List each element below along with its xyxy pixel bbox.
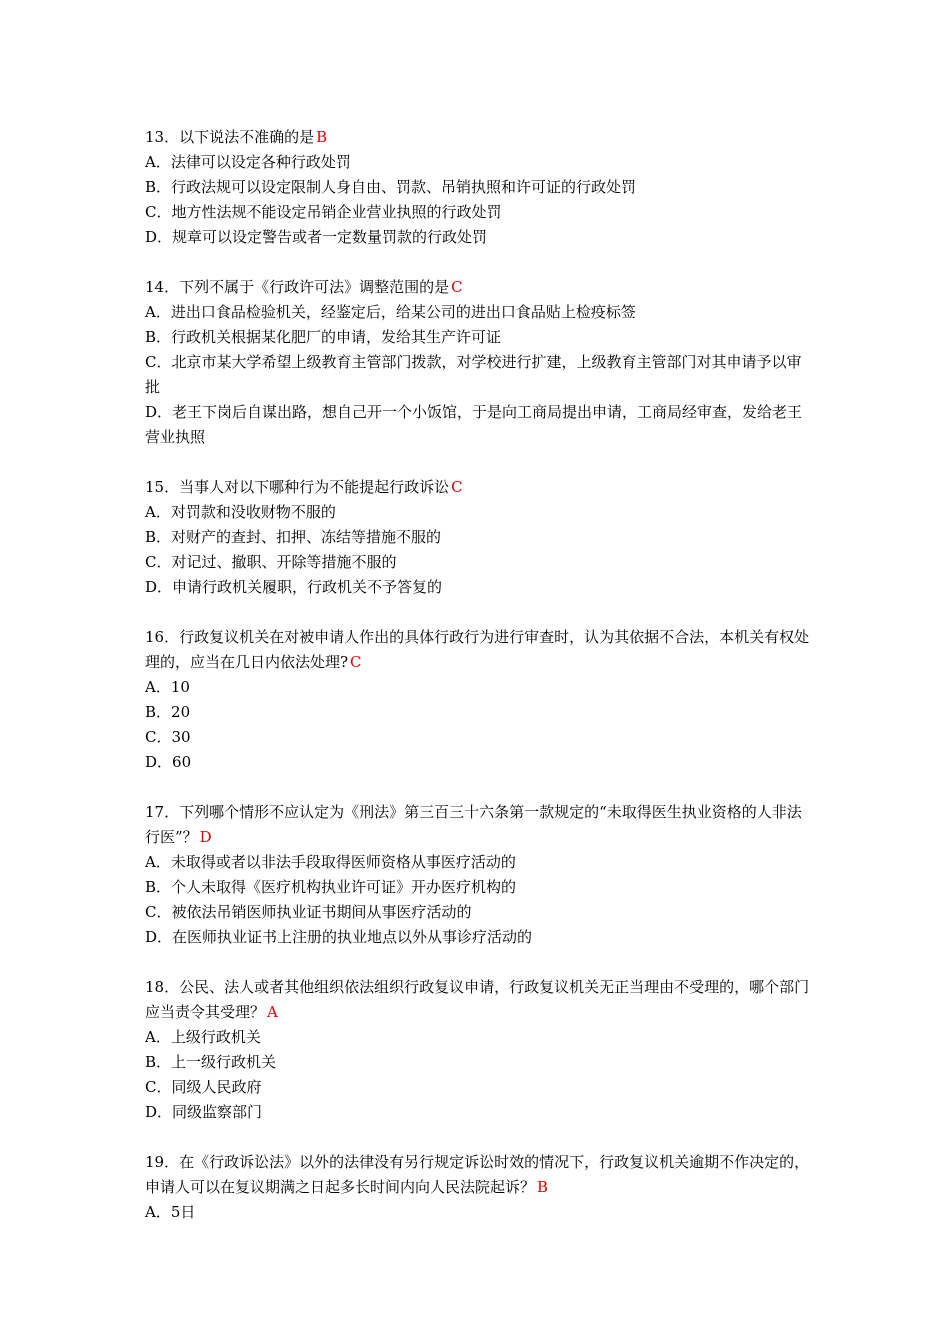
- question-stem: 18．公民、法人或者其他组织依法组织行政复议申请，行政复议机关无正当理由不受理的，哪个部门应当责令其受理？ A: [145, 978, 810, 1021]
- answer-key: B: [316, 128, 328, 146]
- option-d: D．申请行政机关履职，行政机关不予答复的: [145, 578, 443, 596]
- answer-key: B: [537, 1178, 549, 1196]
- question-19: [145, 1150, 810, 1225]
- answer-key: C: [350, 653, 362, 671]
- option-c: C．对记过、撤职、开除等措施不服的: [145, 553, 397, 571]
- option-a: A．法律可以设定各种行政处罚: [145, 153, 351, 171]
- option-d: D．在医师执业证书上注册的执业地点以外从事诊疗活动的: [145, 928, 533, 946]
- question-stem: 13．以下说法不准确的是 B: [145, 128, 328, 146]
- question-15: [145, 475, 810, 600]
- option-d: D．同级监察部门: [145, 1103, 263, 1121]
- option-b: B．上一级行政机关: [145, 1053, 277, 1071]
- question-16: [145, 625, 810, 775]
- question-14: [145, 275, 810, 450]
- option-d: D．规章可以设定警告或者一定数量罚款的行政处罚: [145, 228, 488, 246]
- answer-key: D: [199, 828, 212, 846]
- question-stem: 17．下列哪个情形不应认定为《刑法》第三百三十六条第一款规定的“未取得医生执业资格的人非法行医”？ D: [145, 803, 802, 846]
- option-a: A．未取得或者以非法手段取得医师资格从事医疗活动的: [145, 853, 516, 871]
- document-page: [145, 125, 810, 1250]
- answer-key: A: [267, 1003, 278, 1021]
- question-stem: 16．行政复议机关在对被申请人作出的具体行政行为进行审查时，认为其依据不合法，本机关有权处理的，应当在几日内依法处理? C: [145, 628, 810, 671]
- option-b: B．个人未取得《医疗机构执业许可证》开办医疗机构的: [145, 878, 517, 896]
- option-c: C．30: [145, 728, 191, 746]
- question-17: [145, 800, 810, 950]
- question-stem: 19．在《行政诉讼法》以外的法律没有另行规定诉讼时效的情况下，行政复议机关逾期不作决定的，申请人可以在复议期满之日起多长时间内向人民法院起诉？ B: [145, 1153, 810, 1196]
- option-c: C．地方性法规不能设定吊销企业营业执照的行政处罚: [145, 203, 502, 221]
- option-a: A．5日: [145, 1203, 196, 1221]
- question-18: [145, 975, 810, 1125]
- option-b: B．对财产的查封、扣押、冻结等措施不服的: [145, 528, 442, 546]
- option-b: B．行政法规可以设定限制人身自由、罚款、吊销执照和许可证的行政处罚: [145, 178, 637, 196]
- option-c: C．北京市某大学希望上级教育主管部门拨款，对学校进行扩建，上级教育主管部门对其申请予以审批: [145, 353, 802, 396]
- option-d: D．60: [145, 753, 192, 771]
- option-c: C．被依法吊销医师执业证书期间从事医疗活动的: [145, 903, 472, 921]
- option-a: A．10: [145, 678, 190, 696]
- option-c: C．同级人民政府: [145, 1078, 262, 1096]
- option-d: D．老王下岗后自谋出路，想自己开一个小饭馆，于是向工商局提出申请，工商局经审查，发给老王营业执照: [145, 403, 803, 446]
- option-a: A．进出口食品检验机关，经鉴定后，给某公司的进出口食品贴上检疫标签: [145, 303, 636, 321]
- option-b: B．行政机关根据某化肥厂的申请，发给其生产许可证: [145, 328, 502, 346]
- question-13: [145, 125, 810, 250]
- answer-key: C: [451, 278, 463, 296]
- option-a: A．对罚款和没收财物不服的: [145, 503, 336, 521]
- option-b: B．20: [145, 703, 191, 721]
- answer-key: C: [451, 478, 463, 496]
- question-stem: 14．下列不属于《行政许可法》调整范围的是 C: [145, 278, 463, 296]
- option-a: A．上级行政机关: [145, 1028, 261, 1046]
- question-stem: 15．当事人对以下哪种行为不能提起行政诉讼 C: [145, 478, 463, 496]
